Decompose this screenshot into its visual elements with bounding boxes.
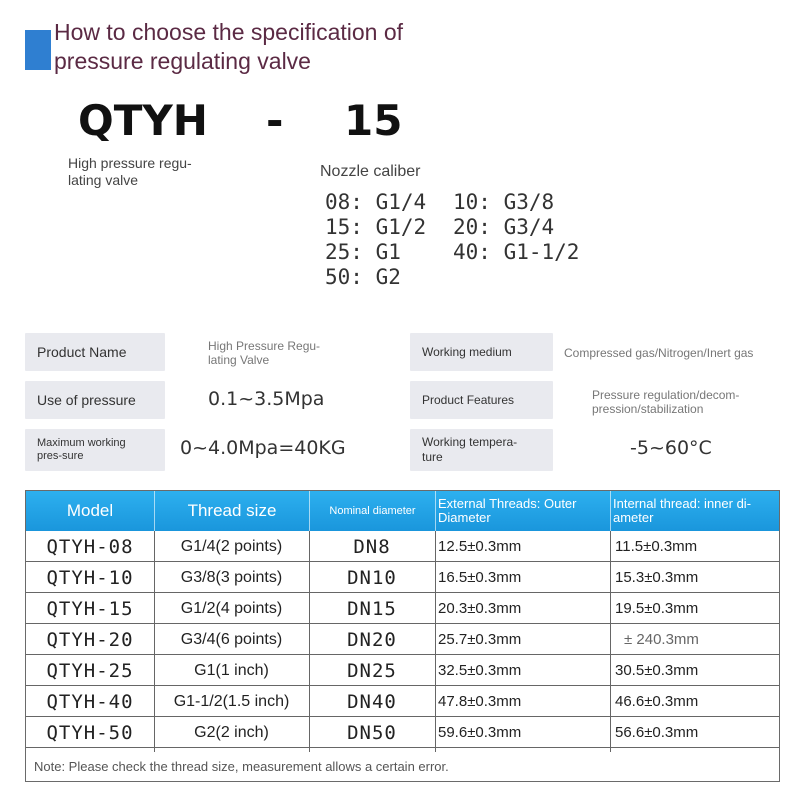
cell-thread: G1-1/2(1.5 inch) bbox=[173, 692, 290, 710]
nozzle-option: 10: G3/8 bbox=[453, 190, 555, 214]
spec-features-value: Pressure regulation/decom-pression/stabilization bbox=[592, 388, 740, 416]
nozzle-options bbox=[325, 190, 625, 290]
model-code: QTYH bbox=[78, 96, 208, 145]
header-outer-diameter: External Threads: Outer Diameter bbox=[435, 491, 610, 531]
cell-model: QTYH-15 bbox=[46, 597, 134, 620]
header-nominal-diameter: Nominal diameter bbox=[309, 491, 435, 531]
spec-product-name-value: High Pressure Regu-lating Valve bbox=[208, 339, 321, 367]
spec-working-medium-box bbox=[410, 333, 553, 371]
cell-thread: G1/4(2 points) bbox=[180, 537, 283, 555]
table-row bbox=[26, 624, 779, 655]
cell-thread: G3/4(6 points) bbox=[180, 630, 283, 648]
cell-nominal: DN25 bbox=[347, 659, 397, 682]
nozzle-option: 08: G1/4 bbox=[325, 190, 427, 214]
cell-inner: 11.5±0.3mm bbox=[615, 538, 698, 555]
cell-nominal: DN15 bbox=[347, 597, 397, 620]
nozzle-option: 50: G2 bbox=[325, 265, 401, 289]
cell-thread: G1/2(4 points) bbox=[180, 599, 283, 617]
table-row bbox=[26, 717, 779, 748]
cell-inner: 56.6±0.3mm bbox=[615, 724, 699, 741]
cell-thread: G3/8(3 points) bbox=[180, 568, 283, 586]
spec-pressure-use-box bbox=[25, 381, 165, 419]
nozzle-option: 25: G1 bbox=[325, 240, 401, 264]
cell-outer: 25.7±0.3mm bbox=[438, 631, 522, 648]
cell-outer: 20.3±0.3mm bbox=[438, 600, 522, 617]
nozzle-caliber-label: Nozzle caliber bbox=[320, 163, 421, 180]
nozzle-option: 20: G3/4 bbox=[453, 215, 555, 239]
cell-outer: 32.5±0.3mm bbox=[438, 662, 522, 679]
cell-model: QTYH-50 bbox=[46, 721, 134, 744]
cell-nominal: DN20 bbox=[347, 628, 397, 651]
title-accent-bar bbox=[25, 30, 51, 70]
spec-max-pressure-value: 0~4.0Mpa=40KG bbox=[180, 437, 346, 459]
spec-features-box bbox=[410, 381, 553, 419]
table-row bbox=[26, 562, 779, 593]
cell-inner: 30.5±0.3mm bbox=[615, 662, 699, 679]
spec-label: Product Name bbox=[37, 344, 127, 360]
spec-temperature-box bbox=[410, 429, 553, 471]
table-row bbox=[26, 686, 779, 717]
cell-outer: 12.5±0.3mm bbox=[438, 538, 522, 555]
model-table bbox=[25, 490, 780, 782]
spec-label: Use of pressure bbox=[37, 392, 136, 408]
header-thread-size: Thread size bbox=[154, 491, 309, 531]
cell-inner: ± 240.3mm bbox=[624, 631, 699, 648]
table-row bbox=[26, 593, 779, 624]
cell-model: QTYH-25 bbox=[46, 659, 134, 682]
cell-inner: 19.5±0.3mm bbox=[615, 600, 699, 617]
nozzle-option: 40: G1-1/2 bbox=[453, 240, 580, 264]
page-title: How to choose the specification of pressure regulating valve bbox=[54, 19, 404, 74]
cell-thread: G2(2 inch) bbox=[194, 723, 269, 741]
cell-nominal: DN8 bbox=[353, 535, 391, 558]
spec-max-pressure-box bbox=[25, 429, 165, 471]
spec-label: Product Features bbox=[422, 392, 515, 407]
cell-model: QTYH-08 bbox=[46, 535, 134, 558]
spec-label: Working medium bbox=[422, 344, 512, 359]
table-row bbox=[26, 531, 779, 562]
spec-label: Working tempera-ture bbox=[422, 435, 518, 464]
table-row bbox=[26, 655, 779, 686]
spec-product-name-box bbox=[25, 333, 165, 371]
cell-model: QTYH-20 bbox=[46, 628, 134, 651]
cell-outer: 16.5±0.3mm bbox=[438, 569, 522, 586]
cell-inner: 15.3±0.3mm bbox=[615, 569, 699, 586]
cell-inner: 46.6±0.3mm bbox=[615, 693, 699, 710]
cell-model: QTYH-10 bbox=[46, 566, 134, 589]
table-note: Note: Please check the thread size, measurement allows a certain error. bbox=[34, 759, 449, 774]
cell-outer: 47.8±0.3mm bbox=[438, 693, 522, 710]
table-header bbox=[26, 491, 779, 531]
cell-nominal: DN10 bbox=[347, 566, 397, 589]
cell-outer: 59.6±0.3mm bbox=[438, 724, 522, 741]
cell-nominal: DN50 bbox=[347, 721, 397, 744]
spec-pressure-use-value: 0.1~3.5Mpa bbox=[208, 388, 325, 410]
header-model: Model bbox=[66, 501, 114, 520]
model-code-label: High pressure regu-lating valve bbox=[68, 155, 192, 188]
model-code-dash: - bbox=[266, 96, 284, 145]
spec-temperature-value: -5~60°C bbox=[630, 437, 712, 459]
header-inner-diameter: Internal thread: inner di-ameter bbox=[610, 491, 779, 531]
nozzle-code: 15 bbox=[344, 96, 403, 145]
spec-working-medium-value: Compressed gas/Nitrogen/Inert gas bbox=[564, 346, 754, 360]
spec-label: Maximum working pres-sure bbox=[37, 437, 126, 462]
cell-model: QTYH-40 bbox=[46, 690, 134, 713]
cell-nominal: DN40 bbox=[347, 690, 397, 713]
cell-thread: G1(1 inch) bbox=[194, 661, 269, 679]
nozzle-option: 15: G1/2 bbox=[325, 215, 427, 239]
